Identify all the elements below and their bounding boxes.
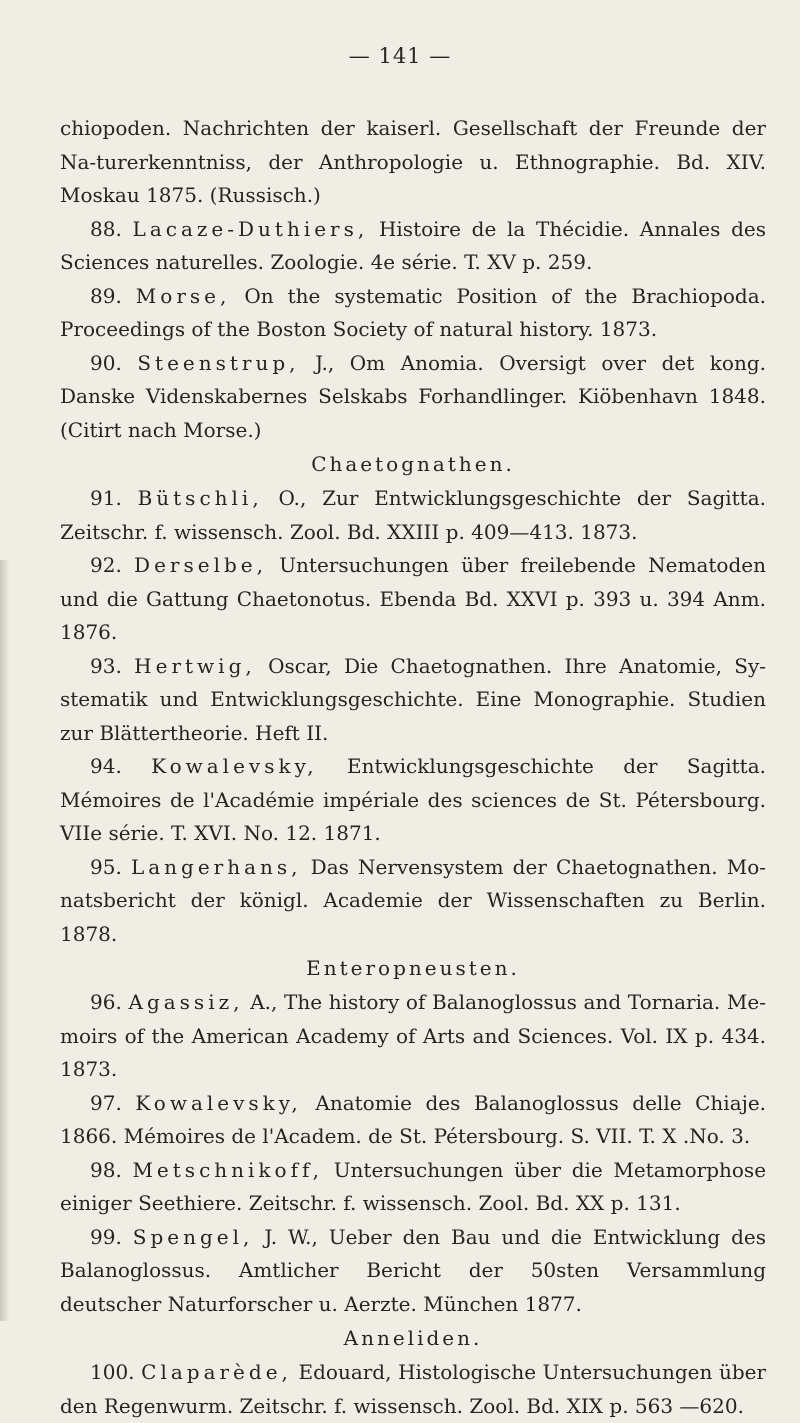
bibliography-entry [60, 112, 766, 213]
bibliography-entry [60, 280, 766, 347]
entry-text: Entwicklungsgeschichte der Sagitta. Mémoires de l'Académie impériale des sciences de St. Pétersbourg. VIIe série. T. XVI. No. 12. 1871. [60, 754, 766, 845]
entry-author: Bütschli, [137, 486, 263, 510]
bibliography-entry [60, 750, 766, 851]
entry-text: On the systematic Position of the Brachiopoda. Proceedings of the Boston Society of natural history. 1873. [60, 283, 766, 341]
entry-author: Morse, [135, 283, 231, 308]
entry-author: Agassiz, [128, 990, 244, 1014]
entry-author: Steenstrup, [137, 350, 300, 375]
entry-author: Kowalevsky, [135, 1090, 302, 1115]
entry-author: Kowalevsky, [151, 754, 318, 778]
entry-text: Anatomie des Balanoglossus delle Chiaje. 1866. Mémoires de l'Academ. de St. Pétersbourg. S. VII. T. X .No. 3. [60, 1090, 767, 1148]
entry-author: Spengel, [132, 1224, 254, 1249]
entry-number: 90. [90, 350, 122, 375]
entry-text: Oscar, Die Chaetognathen. Ihre Anatomie, Sy-stematik und Entwicklungsgeschichte. Eine Monographie. Studien zur Blättertheorie. Heft II. [60, 653, 767, 745]
page-edge-shadow [0, 560, 10, 1321]
entry-number: 88. [90, 216, 122, 241]
entry-author: Langerhans, [130, 854, 302, 879]
section-heading: Enteropneusten. [306, 956, 520, 980]
bibliography-entry [60, 347, 766, 448]
entry-text: Edouard, Histologische Untersuchungen über den Regenwurm. Zeitschr. f. wissensch. Zool. Bd. XIX p. 563 —620. [60, 1360, 767, 1418]
section-heading: Anneliden. [343, 1326, 483, 1350]
bibliography-entry [60, 213, 766, 280]
bibliography-entry [60, 650, 766, 751]
entry-text: chiopoden. Nachrichten der kaiserl. Gesellschaft der Freunde der Na-turerkenntniss, der Anthropologie u. Ethnographie. Bd. XIV. Moskau 1875. (Russisch.) [60, 116, 766, 207]
entry-text: J., Om Anomia. Oversigt over det kong. Danske Videnskabernes Selskabs Forhandlinger. Kiöbenhavn 1848. (Citirt nach Morse.) [60, 350, 766, 442]
entry-number: 96. [90, 990, 122, 1014]
bibliography-entry [60, 1087, 766, 1154]
bibliography-list [60, 112, 766, 1423]
entry-number: 97. [90, 1090, 122, 1115]
entry-text: Untersuchungen über die Metamorphose einiger Seethiere. Zeitschr. f. wissensch. Zool. Bd. XX p. 131. [60, 1157, 767, 1215]
bibliography-entry [60, 1356, 766, 1423]
entry-text: A., The history of Balanoglossus and Tornaria. Me-moirs of the American Academy of Arts and Sciences. Vol. IX p. 434. 1873. [60, 990, 766, 1081]
entry-text: Untersuchungen über freilebende Nematoden und die Gattung Chaetonotus. Ebenda Bd. XXVI p. 393 u. 394 Anm. 1876. [60, 553, 766, 644]
entry-text: Das Nervensystem der Chaetognathen. Mo-natsbericht der königl. Academie der Wissenschaften zu Berlin. 1878. [60, 854, 767, 946]
entry-author: Derselbe, [134, 553, 267, 577]
entry-number: 98. [90, 1157, 122, 1182]
bibliography-entry [60, 851, 766, 952]
bibliography-entry [60, 549, 766, 650]
entry-number: 92. [90, 553, 122, 577]
entry-author: Hertwig, [134, 653, 256, 678]
entry-number: 93. [90, 653, 122, 678]
entry-number: 95. [90, 854, 122, 879]
bibliography-entry [60, 482, 766, 549]
entry-author: Claparède, [141, 1360, 292, 1384]
entry-number: 100. [90, 1360, 135, 1384]
page-number: — 141 — [348, 44, 452, 68]
entry-text: J. W., Ueber den Bau und die Entwicklung des Balanoglossus. Amtlicher Bericht der 50sten Versammlung deutscher Naturforscher u. Aerzte. München 1877. [60, 1224, 767, 1316]
bibliography-entry [60, 986, 766, 1087]
section-heading: Chaetognathen. [311, 452, 515, 476]
entry-author: Lacaze-Duthiers, [132, 216, 369, 241]
bibliography-entry [60, 1154, 766, 1221]
entry-text: Histoire de la Thécidie. Annales des Sciences naturelles. Zoologie. 4e série. T. XV p. 259. [60, 216, 767, 274]
entry-author: Metschnikoff, [132, 1157, 324, 1182]
entry-number: 94. [90, 754, 122, 778]
bibliography-entry [60, 1221, 766, 1322]
entry-text: O., Zur Entwicklungsgeschichte der Sagitta. Zeitschr. f. wissensch. Zool. Bd. XXIII p. 409—413. 1873. [60, 486, 766, 544]
entry-number: 91. [90, 486, 122, 510]
entry-number: 89. [90, 283, 122, 308]
entry-number: 99. [90, 1224, 122, 1249]
